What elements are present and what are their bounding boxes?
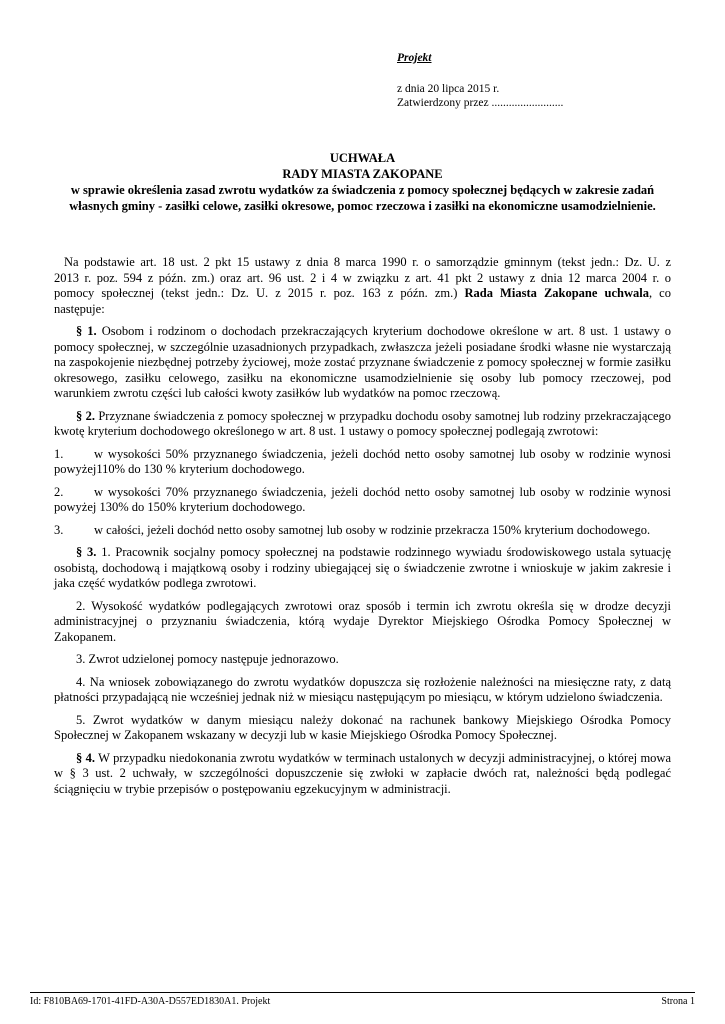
date-line: z dnia 20 lipca 2015 r. <box>397 83 500 95</box>
section-2-mark: § 2. <box>76 408 95 423</box>
section-3-point-4: 4. Na wniosek zobowiązanego do zwrotu wydatków dopuszcza się rozłożenie należności na miesięczne raty, z datą płatności przypadającą nie wcześniej jednak niż w miesiącu następującym po miesiącu, w którym udzielono świadczenia. <box>54 674 671 704</box>
resolution-title <box>54 150 671 214</box>
section-3-point-3: 3. Zwrot udzielonej pomocy następuje jednorazowo. <box>76 652 339 666</box>
section-4-mark: § 4. <box>76 750 95 765</box>
section-2-item-2 <box>54 485 671 516</box>
section-2-text: Przyznane świadczenia z pomocy społecznej w przypadku dochodu osoby samotnej lub rodziny przekraczającego kwotę kryterium dochodowego określonego w art. 8 ust. 1 ustawy o pomocy społecznej podlegają zwrotowi: <box>54 408 672 438</box>
title-line-2: RADY MIASTA ZAKOPANE <box>282 167 443 181</box>
resolution-body <box>54 255 671 804</box>
approved-line: Zatwierdzony przez ......................... <box>397 97 564 109</box>
item-number: 2. <box>54 484 64 499</box>
section-4 <box>54 751 671 798</box>
preamble <box>54 255 671 317</box>
footer <box>30 996 695 1008</box>
page-number: Strona 1 <box>661 996 695 1007</box>
section-2-item-1 <box>54 447 671 478</box>
item-text: w wysokości 70% przyznanego świadczenia, jeżeli dochód netto osoby samotnej lub osoby w rodzinie wynosi powyżej 130% do 150% kryterium dochodowego. <box>54 484 671 514</box>
section-3-mark: § 3. <box>76 545 97 559</box>
section-3-point-1-text: 1. Pracownik socjalny pomocy społecznej na podstawie rodzinnego wywiadu środowiskowego ustala sytuację osobistą, dochodową i majątkową osoby i rodziny ubiegającej się o świadczenie zwrotne i wnioskuje w jakim zakresie i jaka część wydatków podlega zwrotowi. <box>54 545 671 590</box>
preamble-council: Rada Miasta Zakopane uchwala <box>464 286 649 300</box>
section-1-text: Osobom i rodzinom o dochodach przekraczających kryterium dochodowe określone w art. 8 ust. 1 ustawy o pomocy społecznej, w szczególnie uzasadnionych przypadkach, zwłaszcza jeżeli posiadane środki własne nie wystarczają na zaspokojenie niezbędnej potrzeby życiowej, może zostać przyznane świadczenie z pomocy społecznej w formie zasiłku okresowego, zasiłku celowego, zasiłku na ekonomiczne usamodzielnienie się osoby lub pomocy rzeczowej, pod warunkiem zwrotu części lub całości kwoty zasiłków lub wydatków na pomoc rzeczową. <box>54 324 671 400</box>
section-1 <box>54 324 671 402</box>
projekt-label: Projekt <box>397 52 432 64</box>
section-3-point-1 <box>54 545 671 592</box>
section-3-point-2: 2. Wysokość wydatków podlegających zwrotowi oraz sposób i termin ich zwrotu określa się w drodze decyzji administracyjnej o przyznaniu świadczenia, którą wydaje Dyrektor Miejskiego Ośrodka Pomocy Społecznej w Zakopanem. <box>54 598 671 644</box>
section-3-point-5: 5. Zwrot wydatków w danym miesiącu należy dokonać na rachunek bankowy Miejskiego Ośrodka Pomocy Społecznej w Zakopanem wskazany w decyzji lub w kasie Miejskiego Ośrodka Pomocy Społecznej. <box>54 712 671 742</box>
section-1-mark: § 1. <box>76 324 97 338</box>
section-2-item-3 <box>54 523 671 539</box>
section-4-text: W przypadku niedokonania zwrotu wydatków w terminach ustalonych w decyzji administracyjnej, o której mowa w § 3 ust. 2 uchwały, w szczególności dopuszczenie się zwłoki w zapłacie dwóch rat, należności będą podlegać ściągnięciu w trybie przepisów o postępowaniu egzekucyjnym w administracji. <box>54 750 671 796</box>
preamble-tail: , co następuje: <box>54 286 671 316</box>
item-text: w całości, jeżeli dochód netto osoby samotnej lub osoby w rodzinie przekracza 150% kryterium dochodowego. <box>94 522 651 537</box>
title-line-1: UCHWAŁA <box>329 151 396 165</box>
item-number: 1. <box>54 446 64 461</box>
document-id: Id: F810BA69-1701-41FD-A30A-D557ED1830A1. Projekt <box>30 996 271 1007</box>
section-2 <box>54 409 671 440</box>
item-number: 3. <box>54 522 64 537</box>
preamble-text: Na podstawie art. 18 ust. 2 pkt 15 ustawy z dnia 8 marca 1990 r. o samorządzie gminnym (tekst jedn.: Dz. U. z 2013 r. poz. 594 z późn. zm.) oraz art. 96 ust. 2 i 4 w związku z art. 41 pkt 2 ustawy z dnia 12 marca 2004 r. o pomocy społecznej (tekst jedn.: Dz. U. z 2015 r. poz. 163 z późn. zm.) <box>54 255 671 300</box>
item-text: w wysokości 50% przyznanego świadczenia, jeżeli dochód netto osoby samotnej lub osoby w rodzinie wynosi powyżej110% do 130 % kryterium dochodowego. <box>54 446 671 476</box>
footer-divider <box>30 992 695 993</box>
header-block <box>397 51 563 110</box>
title-subject: w sprawie określenia zasad zwrotu wydatków za świadczenia z pomocy społecznej będących w zakresie zadań własnych gminy - zasiłki celowe, zasiłki okresowe, pomoc rzeczowa i zasiłki na ekonomiczne usamodzielnienie. <box>69 183 656 213</box>
